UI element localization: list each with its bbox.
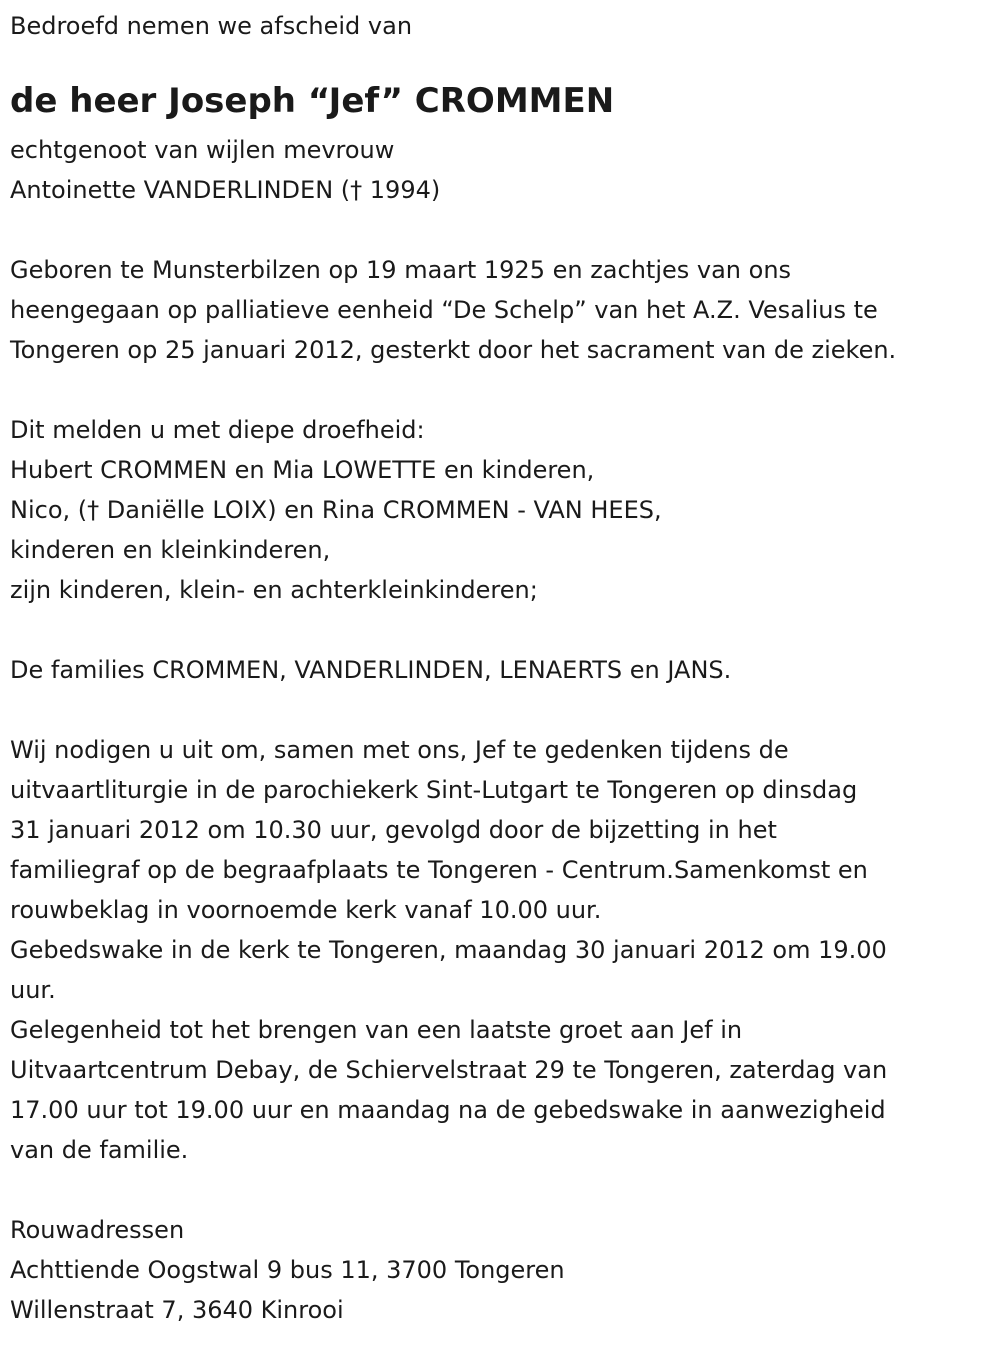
announcer-line: zijn kinderen, klein- en achterkleinkinderen; <box>10 576 538 604</box>
ceremony-line: familiegraf op de begraafplaats te Tongeren - Centrum.Samenkomst en <box>10 856 868 884</box>
paragraph-gap <box>10 210 995 250</box>
ceremony-line: Wij nodigen u uit om, samen met ons, Jef te gedenken tijdens de <box>10 736 789 764</box>
ceremony-line: uitvaartliturgie in de parochiekerk Sint-Lutgart te Tongeren op dinsdag <box>10 776 858 804</box>
spouse-line: echtgenoot van wijlen mevrouw <box>10 136 395 164</box>
ceremony-line: 31 januari 2012 om 10.30 uur, gevolgd door de bijzetting in het <box>10 816 777 844</box>
ceremony-line: Gelegenheid tot het brengen van een laatste groet aan Jef in <box>10 1016 743 1044</box>
ceremony-line: Uitvaartcentrum Debay, de Schiervelstraat 29 te Tongeren, zaterdag van <box>10 1056 888 1084</box>
announcer-line: Hubert CROMMEN en Mia LOWETTE en kinderen, <box>10 456 595 484</box>
ceremony-line: 17.00 uur tot 19.00 uur en maandag na de gebedswake in aanwezigheid <box>10 1096 886 1124</box>
paragraph-gap <box>10 610 995 650</box>
ceremony-line: uur. <box>10 976 56 1004</box>
birth-death-line: Geboren te Munsterbilzen op 19 maart 1925 en zachtjes van ons <box>10 256 792 284</box>
birth-death-line: heengegaan op palliatieve eenheid “De Schelp” van het A.Z. Vesalius te <box>10 296 878 324</box>
ceremony-line: rouwbeklag in voornoemde kerk vanaf 10.00 uur. <box>10 896 602 924</box>
birth-death-section <box>10 250 995 370</box>
paragraph-gap <box>10 370 995 410</box>
address-line: Achttiende Oogstwal 9 bus 11, 3700 Tongeren <box>10 1256 565 1284</box>
families-line: De families CROMMEN, VANDERLINDEN, LENAERTS en JANS. <box>10 656 732 684</box>
spouse-line: Antoinette VANDERLINDEN († 1994) <box>10 176 441 204</box>
paragraph-gap <box>10 1170 995 1210</box>
paragraph-gap <box>10 690 995 730</box>
announcers-section <box>10 410 995 610</box>
families-section <box>10 650 995 690</box>
ceremony-line: van de familie. <box>10 1136 189 1164</box>
birth-death-line: Tongeren op 25 januari 2012, gesterkt door het sacrament van de zieken. <box>10 336 897 364</box>
announcer-line: kinderen en kleinkinderen, <box>10 536 331 564</box>
address-line: Willenstraat 7, 3640 Kinrooi <box>10 1296 344 1324</box>
obituary-notice <box>10 6 995 1330</box>
deceased-name: de heer Joseph “Jef” CROMMEN <box>10 81 615 121</box>
announcer-line: Nico, († Daniëlle LOIX) en Rina CROMMEN - VAN HEES, <box>10 496 662 524</box>
addresses-heading: Rouwadressen <box>10 1216 185 1244</box>
ceremony-line: Gebedswake in de kerk te Tongeren, maandag 30 januari 2012 om 19.00 <box>10 936 887 964</box>
ceremony-section <box>10 730 995 1170</box>
intro-line: Bedroefd nemen we afscheid van <box>10 12 413 40</box>
addresses-section <box>10 1210 995 1330</box>
announcer-line: Dit melden u met diepe droefheid: <box>10 416 425 444</box>
spouse-section <box>10 130 995 210</box>
